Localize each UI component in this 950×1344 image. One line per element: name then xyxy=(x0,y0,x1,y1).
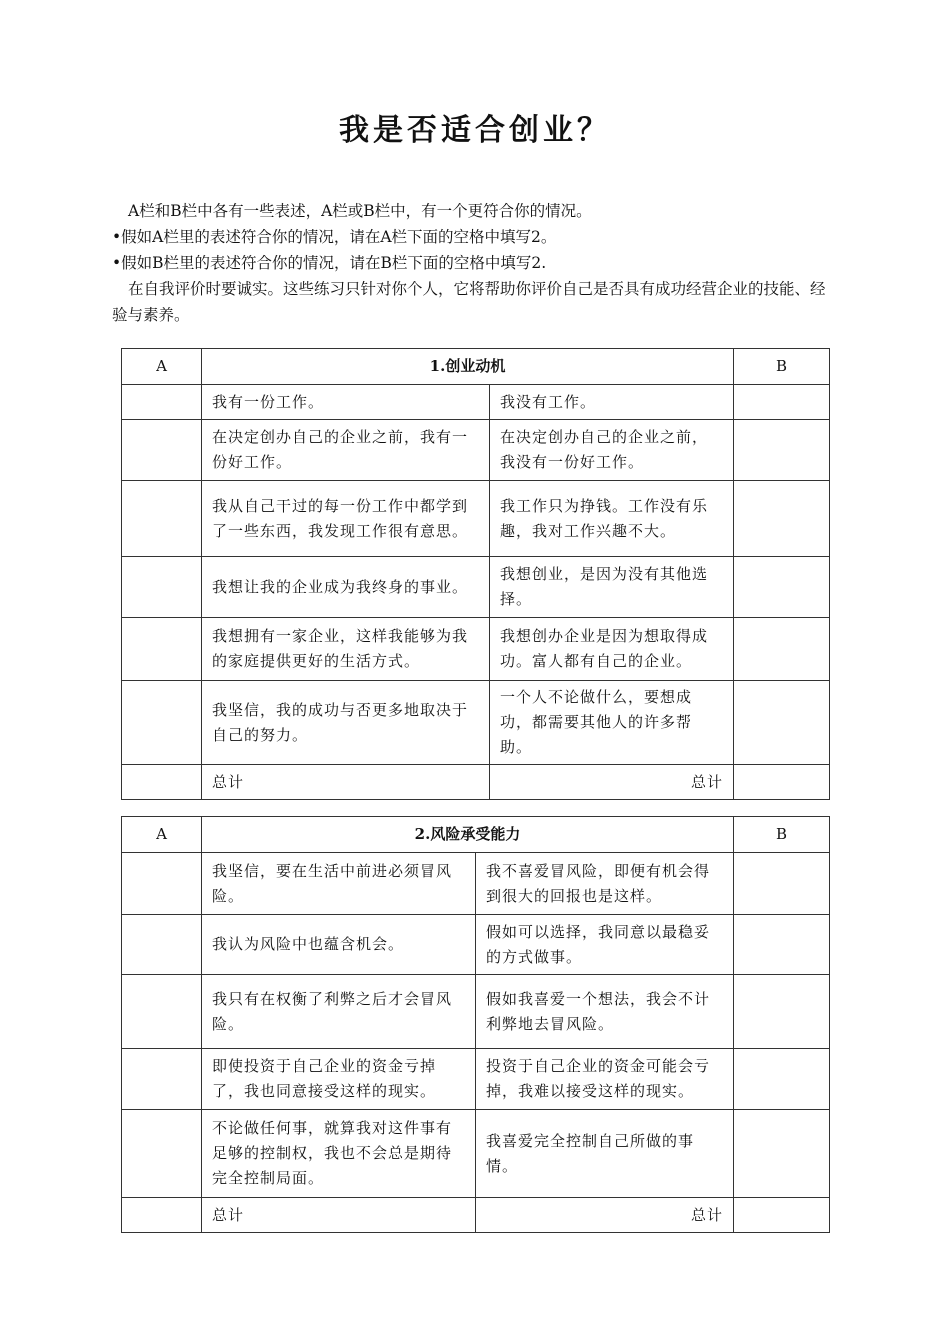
column-a-header: A xyxy=(122,349,202,385)
column-b-header: B xyxy=(734,817,830,853)
a-score-cell[interactable] xyxy=(122,853,202,915)
total-label-b: 总计 xyxy=(476,1198,734,1233)
section-table-risk-tolerance xyxy=(121,816,830,1233)
table-row xyxy=(122,975,830,1049)
a-statement: 我坚信，我的成功与否更多地取决于自己的努力。 xyxy=(202,681,490,765)
instruction-a: •假如A栏里的表述符合你的情况，请在A栏下面的空格中填写2。 xyxy=(112,228,557,246)
table-header-row xyxy=(122,817,830,853)
table-row xyxy=(122,618,830,681)
table-row xyxy=(122,915,830,975)
a-statement: 在决定创办自己的企业之前，我有一份好工作。 xyxy=(202,420,490,481)
b-score-cell[interactable] xyxy=(734,1110,830,1198)
instruction-honesty: 在自我评价时要诚实。这些练习只针对你个人，它将帮助你评价自己是否具有成功经营企业的技能、经验与素养。 xyxy=(112,280,826,324)
a-score-cell[interactable] xyxy=(122,618,202,681)
section-heading: 2.风险承受能力 xyxy=(202,817,734,853)
a-statement: 即使投资于自己企业的资金亏掉了，我也同意接受这样的现实。 xyxy=(202,1049,476,1110)
b-statement: 我工作只为挣钱。工作没有乐趣，我对工作兴趣不大。 xyxy=(490,481,734,557)
a-score-cell[interactable] xyxy=(122,1049,202,1110)
a-score-cell[interactable] xyxy=(122,1110,202,1198)
column-a-header: A xyxy=(122,817,202,853)
section-table-motivation xyxy=(121,348,830,800)
table-header-row xyxy=(122,349,830,385)
a-statement: 不论做任何事，就算我对这件事有足够的控制权，我也不会总是期待完全控制局面。 xyxy=(202,1110,476,1198)
table-row xyxy=(122,1110,830,1198)
b-statement: 我喜爱完全控制自己所做的事情。 xyxy=(476,1110,734,1198)
a-statement: 我从自己干过的每一份工作中都学到了一些东西，我发现工作很有意思。 xyxy=(202,481,490,557)
table-row xyxy=(122,385,830,420)
table-row xyxy=(122,681,830,765)
b-score-cell[interactable] xyxy=(734,481,830,557)
b-statement: 在决定创办自己的企业之前，我没有一份好工作。 xyxy=(490,420,734,481)
instruction-b: •假如B栏里的表述符合你的情况，请在B栏下面的空格中填写2. xyxy=(112,254,547,272)
table-row xyxy=(122,557,830,618)
page-title: 我是否适合创业？ xyxy=(339,113,611,148)
a-statement: 我想让我的企业成为我终身的事业。 xyxy=(202,557,490,618)
b-total-cell[interactable] xyxy=(734,1198,830,1233)
a-statement: 我坚信，要在生活中前进必须冒风险。 xyxy=(202,853,476,915)
b-score-cell[interactable] xyxy=(734,915,830,975)
b-score-cell[interactable] xyxy=(734,1049,830,1110)
total-row xyxy=(122,765,830,800)
b-score-cell[interactable] xyxy=(734,557,830,618)
total-label-b: 总计 xyxy=(490,765,734,800)
instruction-intro: A栏和B栏中各有一些表述，A栏或B栏中，有一个更符合你的情况。 xyxy=(128,202,592,220)
b-score-cell[interactable] xyxy=(734,975,830,1049)
table-row xyxy=(122,420,830,481)
a-score-cell[interactable] xyxy=(122,681,202,765)
table-row xyxy=(122,853,830,915)
a-score-cell[interactable] xyxy=(122,481,202,557)
a-statement: 我想拥有一家企业，这样我能够为我的家庭提供更好的生活方式。 xyxy=(202,618,490,681)
a-statement: 我认为风险中也蕴含机会。 xyxy=(202,915,476,975)
a-total-cell[interactable] xyxy=(122,1198,202,1233)
a-statement: 我有一份工作。 xyxy=(202,385,490,420)
a-score-cell[interactable] xyxy=(122,915,202,975)
a-statement: 我只有在权衡了利弊之后才会冒风险。 xyxy=(202,975,476,1049)
b-statement: 我想创办企业是因为想取得成功。富人都有自己的企业。 xyxy=(490,618,734,681)
b-statement: 我想创业，是因为没有其他选择。 xyxy=(490,557,734,618)
b-statement: 我不喜爱冒风险，即便有机会得到很大的回报也是这样。 xyxy=(476,853,734,915)
a-total-cell[interactable] xyxy=(122,765,202,800)
b-statement: 一个人不论做什么，要想成功，都需要其他人的许多帮助。 xyxy=(490,681,734,765)
b-score-cell[interactable] xyxy=(734,618,830,681)
total-label-a: 总计 xyxy=(202,1198,476,1233)
b-statement: 假如我喜爱一个想法，我会不计利弊地去冒风险。 xyxy=(476,975,734,1049)
b-statement: 我没有工作。 xyxy=(490,385,734,420)
b-score-cell[interactable] xyxy=(734,420,830,481)
a-score-cell[interactable] xyxy=(122,975,202,1049)
instructions xyxy=(112,198,840,328)
a-score-cell[interactable] xyxy=(122,385,202,420)
table-row xyxy=(122,1049,830,1110)
table-row xyxy=(122,481,830,557)
column-b-header: B xyxy=(734,349,830,385)
b-statement: 投资于自己企业的资金可能会亏掉，我难以接受这样的现实。 xyxy=(476,1049,734,1110)
a-score-cell[interactable] xyxy=(122,420,202,481)
b-statement: 假如可以选择，我同意以最稳妥的方式做事。 xyxy=(476,915,734,975)
a-score-cell[interactable] xyxy=(122,557,202,618)
b-score-cell[interactable] xyxy=(734,385,830,420)
b-total-cell[interactable] xyxy=(734,765,830,800)
total-row xyxy=(122,1198,830,1233)
b-score-cell[interactable] xyxy=(734,681,830,765)
section-heading: 1.创业动机 xyxy=(202,349,734,385)
b-score-cell[interactable] xyxy=(734,853,830,915)
total-label-a: 总计 xyxy=(202,765,490,800)
